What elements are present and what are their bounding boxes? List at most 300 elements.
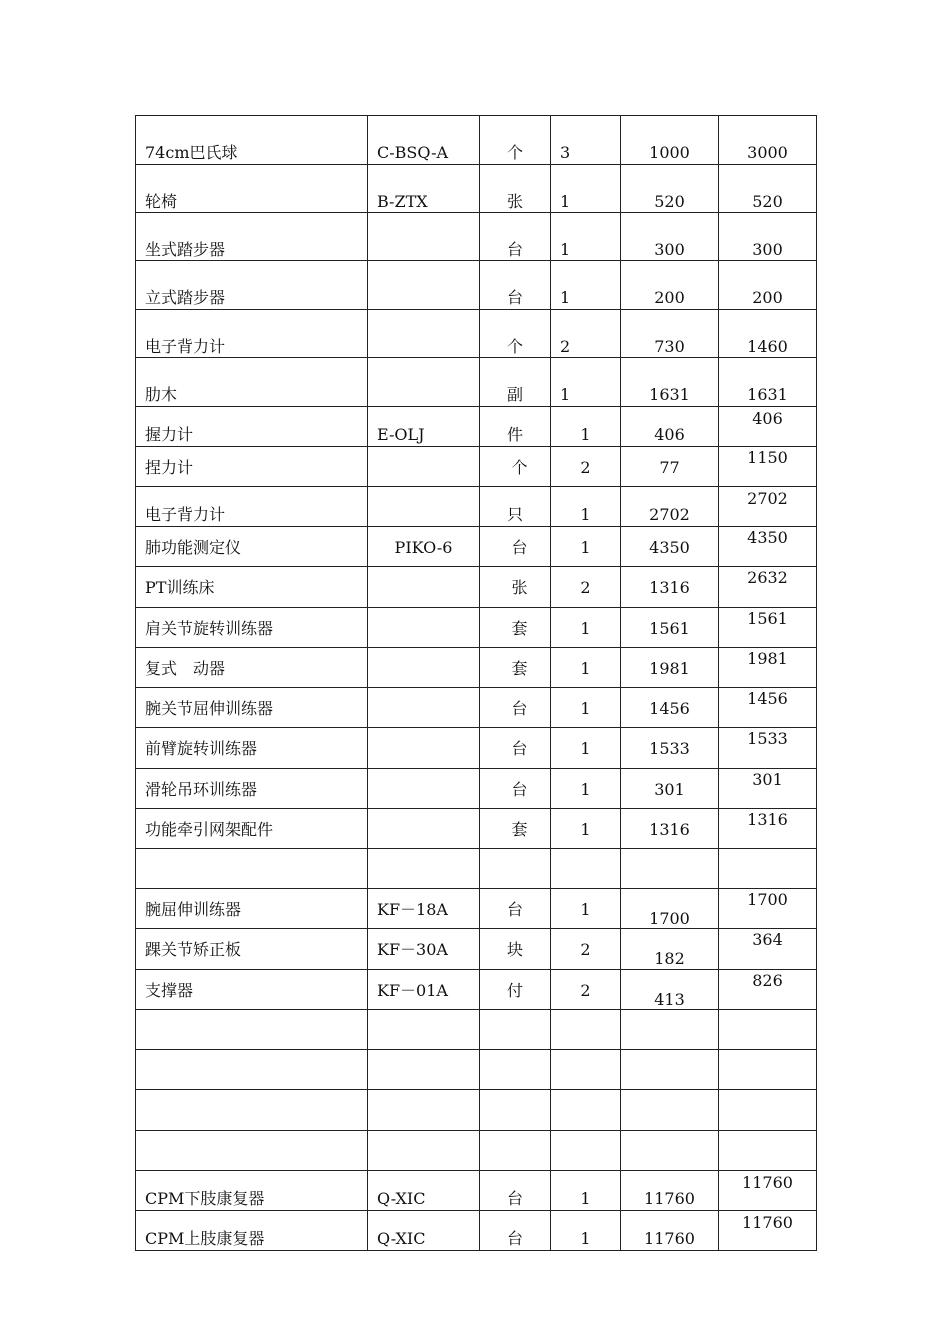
table-row [136, 929, 817, 970]
quantity-text: 1 [580, 505, 591, 524]
cell-model [368, 1010, 480, 1050]
cell-model [368, 310, 480, 358]
cell-total-price [719, 970, 817, 1010]
cell-total-price [719, 728, 817, 769]
total-price-text: 4350 [747, 528, 788, 547]
unit-price-text: 11760 [644, 1229, 695, 1248]
item-name-text: 肩关节旋转训练器 [145, 619, 274, 638]
cell-unit-price [621, 1131, 719, 1171]
table-row [136, 116, 817, 165]
cell-total-price [719, 487, 817, 527]
item-name-text: 支撑器 [145, 981, 194, 1000]
total-price-text: 1460 [747, 337, 788, 356]
unit-price-text: 1533 [649, 739, 690, 758]
cell-unit [480, 358, 551, 407]
unit-price-text: 1981 [649, 659, 690, 678]
total-price-text: 11760 [742, 1173, 793, 1192]
table-row [136, 310, 817, 358]
cell-total-price [719, 261, 817, 310]
table-row [136, 487, 817, 527]
cell-unit-price [621, 261, 719, 310]
cell-unit-price [621, 889, 719, 929]
cell-unit-price [621, 1090, 719, 1131]
cell-quantity [551, 1050, 621, 1090]
cell-unit-price [621, 1050, 719, 1090]
total-price-text: 2632 [747, 568, 788, 587]
cell-total-price [719, 447, 817, 487]
cell-quantity [551, 261, 621, 310]
cell-quantity [551, 358, 621, 407]
table-row [136, 688, 817, 728]
model-text: E-OLJ [377, 425, 425, 444]
cell-total-price [719, 608, 817, 648]
cell-unit-price [621, 1171, 719, 1211]
unit-text: 台 [506, 1229, 523, 1248]
total-price-text: 406 [752, 409, 783, 428]
cell-quantity [551, 1010, 621, 1050]
unit-text: 个 [506, 143, 523, 162]
cell-item-name [136, 648, 368, 688]
unit-price-text: 11760 [644, 1189, 695, 1208]
item-name-text: CPM下肢康复器 [145, 1189, 265, 1208]
table-row [136, 648, 817, 688]
cell-unit-price [621, 447, 719, 487]
cell-quantity [551, 970, 621, 1010]
unit-price-text: 2702 [649, 505, 690, 524]
unit-text: 件 [506, 425, 523, 444]
cell-unit [480, 527, 551, 567]
total-price-text: 11760 [742, 1213, 793, 1232]
cell-unit [480, 688, 551, 728]
cell-quantity [551, 688, 621, 728]
cell-total-price [719, 527, 817, 567]
item-name-text: 电子背力计 [145, 337, 226, 356]
cell-quantity [551, 310, 621, 358]
quantity-text: 2 [560, 337, 571, 356]
cell-unit [480, 116, 551, 165]
total-price-text: 1981 [747, 649, 788, 668]
cell-item-name [136, 1131, 368, 1171]
quantity-text: 1 [560, 240, 571, 259]
cell-total-price [719, 648, 817, 688]
cell-item-name [136, 487, 368, 527]
unit-text: 套 [511, 820, 528, 839]
unit-text: 套 [511, 659, 528, 678]
cell-quantity [551, 407, 621, 447]
table-row [136, 1010, 817, 1050]
cell-item-name [136, 358, 368, 407]
item-name-text: 电子背力计 [145, 505, 226, 524]
cell-unit [480, 608, 551, 648]
cell-model [368, 970, 480, 1010]
table-row [136, 261, 817, 310]
cell-unit [480, 567, 551, 608]
unit-price-text: 1456 [649, 699, 690, 718]
item-name-text: 踝关节矫正板 [145, 940, 242, 959]
model-text: KF－01A [377, 981, 448, 1000]
cell-quantity [551, 608, 621, 648]
quantity-text: 2 [580, 458, 591, 477]
unit-text: 付 [506, 981, 523, 1000]
cell-item-name [136, 1010, 368, 1050]
cell-unit-price [621, 728, 719, 769]
unit-text: 台 [511, 699, 528, 718]
quantity-text: 1 [560, 288, 571, 307]
item-name-text: 复式 动器 [145, 659, 226, 678]
table-row [136, 769, 817, 809]
unit-text: 台 [506, 288, 523, 307]
item-name-text: 滑轮吊环训练器 [145, 780, 258, 799]
table-row [136, 608, 817, 648]
cell-model [368, 407, 480, 447]
table-row [136, 970, 817, 1010]
unit-text: 台 [506, 1189, 523, 1208]
cell-model [368, 527, 480, 567]
cell-item-name [136, 889, 368, 929]
table-row [136, 213, 817, 261]
quantity-text: 1 [580, 1229, 591, 1248]
cell-model [368, 769, 480, 809]
quantity-text: 3 [560, 143, 571, 162]
model-text: B-ZTX [377, 192, 428, 211]
quantity-text: 1 [580, 659, 591, 678]
cell-unit [480, 728, 551, 769]
unit-price-text: 413 [654, 990, 685, 1009]
cell-total-price [719, 809, 817, 849]
cell-unit-price [621, 116, 719, 165]
cell-total-price [719, 1090, 817, 1131]
cell-unit [480, 1010, 551, 1050]
cell-item-name [136, 165, 368, 213]
cell-model [368, 1090, 480, 1131]
table-row [136, 1090, 817, 1131]
cell-model [368, 728, 480, 769]
unit-price-text: 730 [654, 337, 685, 356]
quantity-text: 1 [580, 699, 591, 718]
unit-text: 副 [506, 385, 523, 404]
unit-text: 个 [506, 337, 523, 356]
model-text: Q-XIC [377, 1189, 426, 1208]
total-price-text: 1150 [747, 448, 788, 467]
cell-item-name [136, 407, 368, 447]
unit-text: 块 [506, 940, 523, 959]
cell-unit [480, 648, 551, 688]
cell-quantity [551, 567, 621, 608]
total-price-text: 1316 [747, 810, 788, 829]
table-row [136, 728, 817, 769]
cell-unit-price [621, 213, 719, 261]
cell-total-price [719, 1010, 817, 1050]
cell-model [368, 809, 480, 849]
cell-item-name [136, 1050, 368, 1090]
item-name-text: 坐式踏步器 [145, 240, 226, 259]
cell-total-price [719, 1131, 817, 1171]
unit-price-text: 182 [654, 949, 685, 968]
cell-total-price [719, 567, 817, 608]
quantity-text: 2 [580, 940, 591, 959]
equipment-table [135, 115, 817, 1251]
cell-unit-price [621, 1211, 719, 1251]
unit-price-text: 77 [659, 458, 680, 477]
cell-quantity [551, 728, 621, 769]
cell-total-price [719, 1211, 817, 1251]
unit-price-text: 200 [654, 288, 685, 307]
cell-item-name [136, 608, 368, 648]
cell-unit-price [621, 165, 719, 213]
unit-text: 台 [506, 900, 523, 919]
cell-quantity [551, 116, 621, 165]
cell-model [368, 447, 480, 487]
quantity-text: 1 [580, 780, 591, 799]
cell-item-name [136, 929, 368, 970]
total-price-text: 1533 [747, 729, 788, 748]
cell-model [368, 487, 480, 527]
cell-unit [480, 447, 551, 487]
table-row [136, 889, 817, 929]
cell-quantity [551, 1211, 621, 1251]
cell-total-price [719, 688, 817, 728]
item-name-text: PT训练床 [145, 578, 215, 597]
unit-text: 台 [511, 780, 528, 799]
cell-item-name [136, 849, 368, 889]
quantity-text: 1 [580, 619, 591, 638]
cell-quantity [551, 213, 621, 261]
quantity-text: 1 [580, 1189, 591, 1208]
cell-total-price [719, 889, 817, 929]
cell-unit [480, 849, 551, 889]
cell-model [368, 213, 480, 261]
table-row [136, 849, 817, 889]
cell-unit-price [621, 608, 719, 648]
total-price-text: 1700 [747, 890, 788, 909]
cell-quantity [551, 165, 621, 213]
item-name-text: 立式踏步器 [145, 288, 226, 307]
table-row [136, 1131, 817, 1171]
cell-total-price [719, 116, 817, 165]
cell-unit-price [621, 527, 719, 567]
cell-item-name [136, 769, 368, 809]
quantity-text: 1 [560, 192, 571, 211]
item-name-text: CPM上肢康复器 [145, 1229, 265, 1248]
item-name-text: 腕屈伸训练器 [145, 900, 242, 919]
unit-price-text: 4350 [649, 538, 690, 557]
cell-unit-price [621, 809, 719, 849]
cell-unit-price [621, 487, 719, 527]
cell-total-price [719, 769, 817, 809]
quantity-text: 1 [580, 900, 591, 919]
unit-price-text: 1316 [649, 820, 690, 839]
cell-item-name [136, 527, 368, 567]
cell-item-name [136, 213, 368, 261]
total-price-text: 300 [752, 240, 783, 259]
item-name-text: 肺功能测定仪 [145, 538, 242, 557]
table-row [136, 407, 817, 447]
item-name-text: 轮椅 [145, 192, 178, 211]
cell-unit [480, 407, 551, 447]
total-price-text: 1561 [747, 609, 788, 628]
unit-text: 台 [506, 240, 523, 259]
cell-total-price [719, 1171, 817, 1211]
item-name-text: 功能牵引网架配件 [145, 820, 274, 839]
cell-item-name [136, 970, 368, 1010]
total-price-text: 1456 [747, 689, 788, 708]
cell-total-price [719, 310, 817, 358]
item-name-text: 74cm巴氏球 [145, 143, 238, 162]
cell-quantity [551, 1131, 621, 1171]
cell-model [368, 1050, 480, 1090]
table-row [136, 1050, 817, 1090]
model-text: KF－18A [377, 900, 448, 919]
cell-quantity [551, 487, 621, 527]
cell-item-name [136, 688, 368, 728]
cell-unit [480, 261, 551, 310]
cell-item-name [136, 310, 368, 358]
table-row [136, 165, 817, 213]
cell-unit-price [621, 310, 719, 358]
total-price-text: 826 [752, 971, 783, 990]
unit-price-text: 1561 [649, 619, 690, 638]
cell-unit-price [621, 929, 719, 970]
cell-model [368, 567, 480, 608]
cell-quantity [551, 447, 621, 487]
cell-model [368, 889, 480, 929]
table-row [136, 358, 817, 407]
item-name-text: 腕关节屈伸训练器 [145, 699, 274, 718]
quantity-text: 2 [580, 578, 591, 597]
cell-model [368, 849, 480, 889]
unit-price-text: 1700 [649, 909, 690, 928]
cell-quantity [551, 849, 621, 889]
unit-price-text: 406 [654, 425, 685, 444]
cell-model [368, 165, 480, 213]
total-price-text: 1631 [747, 385, 788, 404]
unit-price-text: 1631 [649, 385, 690, 404]
cell-model [368, 648, 480, 688]
cell-unit-price [621, 407, 719, 447]
cell-item-name [136, 728, 368, 769]
table-row [136, 809, 817, 849]
cell-unit [480, 310, 551, 358]
cell-model [368, 1211, 480, 1251]
cell-quantity [551, 1171, 621, 1211]
cell-unit [480, 809, 551, 849]
cell-item-name [136, 116, 368, 165]
cell-unit [480, 1090, 551, 1131]
cell-unit [480, 889, 551, 929]
unit-text: 套 [511, 619, 528, 638]
unit-price-text: 301 [654, 780, 685, 799]
unit-text: 只 [506, 505, 523, 524]
cell-model [368, 1171, 480, 1211]
table-row [136, 447, 817, 487]
cell-item-name [136, 1090, 368, 1131]
model-text: KF－30A [377, 940, 448, 959]
cell-total-price [719, 407, 817, 447]
cell-item-name [136, 447, 368, 487]
cell-quantity [551, 527, 621, 567]
total-price-text: 520 [752, 192, 783, 211]
cell-unit-price [621, 769, 719, 809]
cell-model [368, 358, 480, 407]
quantity-text: 1 [580, 538, 591, 557]
unit-text: 张 [511, 578, 528, 597]
item-name-text: 前臂旋转训练器 [145, 739, 258, 758]
cell-quantity [551, 1090, 621, 1131]
cell-quantity [551, 648, 621, 688]
item-name-text: 肋木 [145, 385, 178, 404]
cell-item-name [136, 567, 368, 608]
cell-item-name [136, 261, 368, 310]
cell-quantity [551, 929, 621, 970]
cell-unit-price [621, 688, 719, 728]
total-price-text: 200 [752, 288, 783, 307]
cell-item-name [136, 809, 368, 849]
unit-text: 台 [511, 739, 528, 758]
cell-model [368, 688, 480, 728]
cell-item-name [136, 1171, 368, 1211]
cell-unit-price [621, 358, 719, 407]
cell-unit [480, 970, 551, 1010]
table-row [136, 1211, 817, 1251]
cell-total-price [719, 1050, 817, 1090]
cell-item-name [136, 1211, 368, 1251]
unit-text: 张 [506, 192, 523, 211]
unit-text: 台 [511, 538, 528, 557]
cell-unit-price [621, 970, 719, 1010]
cell-unit [480, 213, 551, 261]
unit-price-text: 1316 [649, 578, 690, 597]
total-price-text: 301 [752, 770, 783, 789]
quantity-text: 2 [580, 981, 591, 1000]
cell-unit [480, 769, 551, 809]
cell-model [368, 1131, 480, 1171]
model-text: Q-XIC [377, 1229, 426, 1248]
table-row [136, 527, 817, 567]
cell-total-price [719, 165, 817, 213]
cell-quantity [551, 889, 621, 929]
unit-price-text: 1000 [649, 143, 690, 162]
cell-quantity [551, 769, 621, 809]
quantity-text: 1 [560, 385, 571, 404]
table-row [136, 1171, 817, 1211]
cell-unit [480, 487, 551, 527]
unit-price-text: 300 [654, 240, 685, 259]
cell-quantity [551, 809, 621, 849]
unit-price-text: 520 [654, 192, 685, 211]
cell-unit [480, 1131, 551, 1171]
quantity-text: 1 [580, 739, 591, 758]
cell-total-price [719, 929, 817, 970]
total-price-text: 2702 [747, 489, 788, 508]
cell-unit [480, 1211, 551, 1251]
quantity-text: 1 [580, 425, 591, 444]
cell-unit [480, 1050, 551, 1090]
item-name-text: 握力计 [145, 425, 194, 444]
unit-text: 个 [511, 458, 528, 477]
total-price-text: 3000 [747, 143, 788, 162]
cell-unit-price [621, 567, 719, 608]
quantity-text: 1 [580, 820, 591, 839]
cell-model [368, 261, 480, 310]
cell-total-price [719, 213, 817, 261]
cell-model [368, 929, 480, 970]
cell-total-price [719, 358, 817, 407]
cell-unit-price [621, 849, 719, 889]
table-row [136, 567, 817, 608]
cell-model [368, 116, 480, 165]
cell-unit [480, 929, 551, 970]
cell-model [368, 608, 480, 648]
